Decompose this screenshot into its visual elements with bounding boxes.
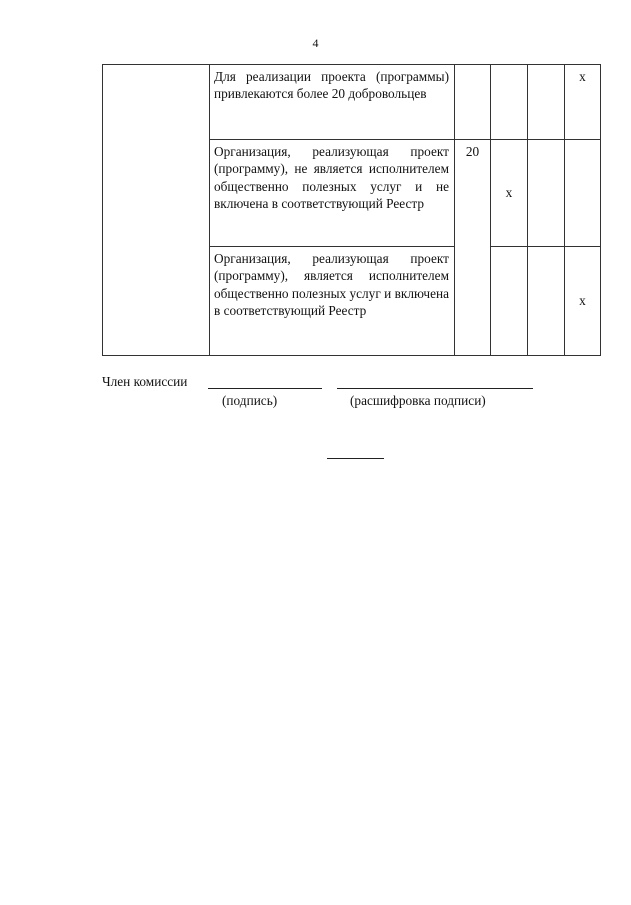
signature-decoding-line	[337, 388, 533, 389]
row-score	[455, 65, 491, 140]
row-mark-col4	[528, 65, 565, 140]
criterion-name-cell	[103, 65, 210, 356]
row-mark-col3: х	[491, 140, 528, 247]
criteria-table	[102, 64, 601, 356]
row-description: Организация, реализующая проект (программу), не является исполнителем общественно полезных услуг и не включена в соответствующий Реестр	[210, 140, 455, 247]
row-mark-col5: х	[565, 65, 601, 140]
row-mark-col4	[528, 247, 565, 356]
row-mark-col3	[491, 247, 528, 356]
row-mark-col5	[565, 140, 601, 247]
end-of-document-line	[327, 458, 384, 459]
signature-line	[208, 388, 322, 389]
commission-member-label: Член комиссии	[102, 374, 188, 389]
row-description: Для реализации проекта (программы) привлекаются более 20 добровольцев	[210, 65, 455, 140]
signature-caption: (подпись)	[222, 393, 278, 408]
row-score: 20	[455, 140, 491, 356]
row-mark-col4	[528, 140, 565, 247]
table-row	[103, 65, 601, 140]
row-description: Организация, реализующая проект (программу), является исполнителем общественно полезных услуг и включена в соответствующий Реестр	[210, 247, 455, 356]
page-number: 4	[312, 36, 319, 50]
row-mark-col3	[491, 65, 528, 140]
signature-decoding-caption: (расшифровка подписи)	[350, 393, 486, 408]
row-mark-col5: х	[565, 247, 601, 356]
